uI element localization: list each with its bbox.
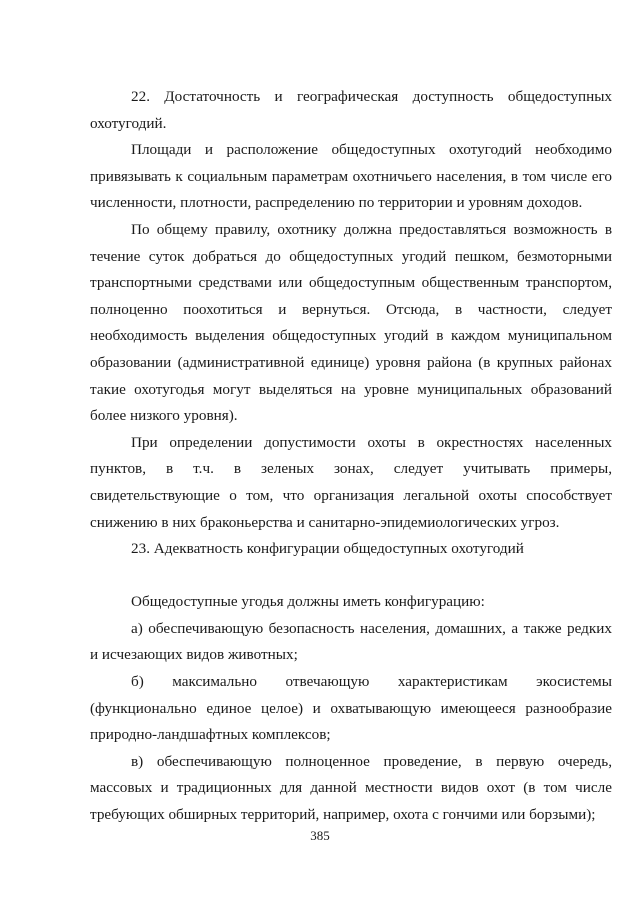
section-22-heading: 22. Достаточность и географическая доступность общедоступных охотугодий.	[90, 88, 612, 132]
list-item-c: в) обеспечивающую полноценное проведение, в первую очередь, массовых и традиционных для данной местности видов охот (в том числе требующих обширных территорий, например, охота с гончими или борзыми);	[90, 752, 612, 824]
paragraph-area-location: Площади и расположение общедоступных охотугодий необходимо привязывать к социальным параметрам охотничьего населения, в том числе его численности, плотности, распределению по территории и уровням доходов.	[90, 141, 612, 212]
list-item-b: б) максимально отвечающую характеристикам экосистемы (функционально единое целое) и охватывающую имеющееся разнообразие природно-ландшафтных комплексов;	[90, 673, 612, 744]
paragraph-configuration-intro: Общедоступные угодья должны иметь конфигурацию:	[131, 593, 485, 611]
page-number: 385	[310, 828, 330, 843]
paragraph-settlements: При определении допустимости охоты в окрестностях населенных пунктов, в т.ч. в зеленых зонах, следует учитывать примеры, свидетельствующие о том, что организация легальной охоты способствует снижению в них браконьерства и санитарно-эпидемиологических угроз.	[90, 433, 612, 531]
blank-line	[90, 563, 612, 590]
section-23-heading: 23. Адекватность конфигурации общедоступных охотугодий	[131, 540, 524, 558]
list-item-a: а) обеспечивающую безопасность населения, домашних, а также редких и исчезающих видов животных;	[90, 619, 612, 664]
paragraph-general-rule: По общему правилу, охотнику должна предоставляться возможность в течение суток добраться до общедоступных угодий пешком, безмоторными транспортными средствами или общедоступным общественным транспортом, полноценно поохотиться и вернуться. Отсюда, в частности, следует необходимость выделения общедоступных угодий в каждом муниципальном образовании (административной единице) уровня района (в крупных районах такие охотугодья могут выделяться на уровне муниципальных образований более низкого уровня).	[90, 220, 612, 425]
document-page	[90, 84, 612, 829]
